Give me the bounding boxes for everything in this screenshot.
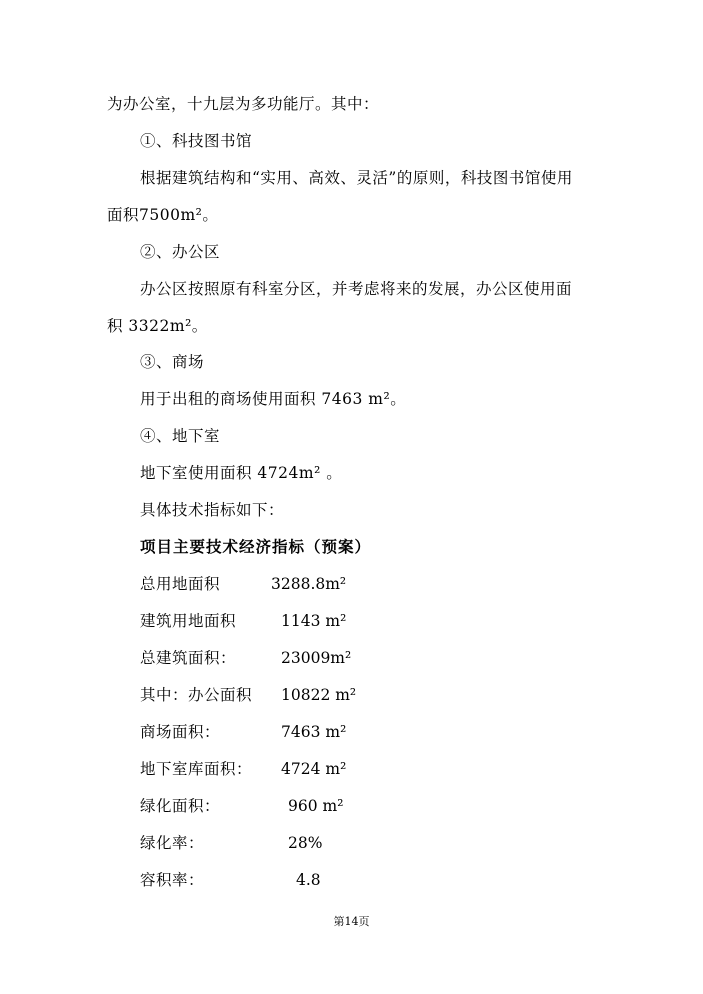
indicator-value: 10822 m² [281, 686, 357, 704]
indicator-label: 建筑用地面积 [140, 612, 237, 630]
indicator-label: 其中：办公面积 [140, 686, 253, 704]
indicator-value: 3288.8m² [271, 575, 347, 593]
page-number: 第14页 [333, 915, 370, 928]
paragraph-library-line2: 面积7500m²。 [107, 206, 219, 224]
indicator-label: 地下室库面积： [140, 760, 253, 778]
paragraph-basement: 地下室使用面积 4724m² 。 [140, 464, 343, 482]
indicator-label: 绿化率： [140, 834, 205, 852]
indicator-value: 7463 m² [281, 723, 347, 741]
indicator-label: 商场面积： [140, 723, 221, 741]
indicator-value: 23009m² [281, 649, 352, 667]
indicator-label: 容积率： [140, 871, 205, 889]
indicator-value: 4724 m² [281, 760, 347, 778]
paragraph-indicators-intro: 具体技术指标如下： [140, 501, 285, 519]
indicator-value: 28% [288, 834, 323, 852]
section-heading-mall: ③、商场 [140, 353, 205, 371]
section-heading-basement: ④、地下室 [140, 427, 221, 445]
paragraph-continuation: 为办公室，十九层为多功能厅。其中： [107, 95, 380, 113]
section-heading-library: ①、科技图书馆 [140, 132, 253, 150]
indicator-label: 绿化面积： [140, 797, 221, 815]
table-title: 项目主要技术经济指标（预案） [140, 537, 372, 556]
paragraph-office-line1: 办公区按照原有科室分区，并考虑将来的发展，办公区使用面 [140, 280, 573, 298]
indicator-value: 4.8 [296, 871, 321, 889]
indicator-value: 1143 m² [281, 612, 347, 630]
section-heading-office: ②、办公区 [140, 243, 221, 261]
paragraph-office-line2: 积 3322m²。 [107, 317, 208, 335]
paragraph-mall: 用于出租的商场使用面积 7463 m²。 [140, 390, 407, 408]
indicator-label: 总用地面积 [140, 575, 221, 593]
indicator-label: 总建筑面积： [140, 649, 237, 667]
indicator-value: 960 m² [288, 797, 344, 815]
paragraph-library-line1: 根据建筑结构和“实用、高效、灵活”的原则，科技图书馆使用 [140, 169, 573, 187]
